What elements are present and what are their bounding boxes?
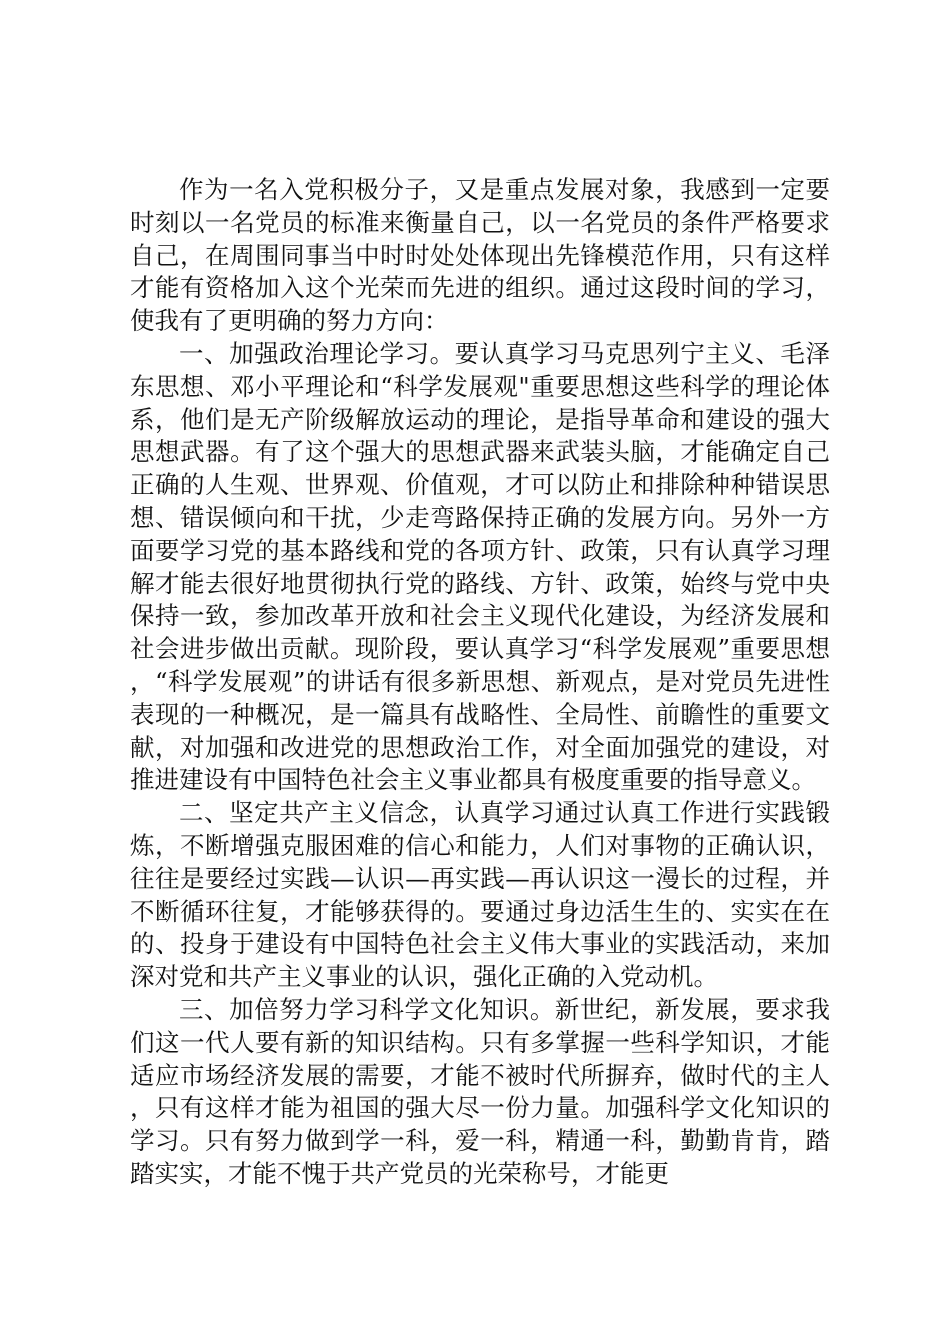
paragraph-science-culture: 三、加倍努力学习科学文化知识。新世纪，新发展，要求我们这一代人要有新的知识结构。只有多掌握一些科学知识，才能适应市场经济发展的需要，才能不被时代所摒弃，做时代的主人，只有这样才能为祖国的强大尽一份力量。加强科学文化知识的学习。只有努力做到学一科，爱一科，精通一科，勤勤肯肯，踏踏实实，才能不愧于共产党员的光荣称号，才能更 [130, 994, 830, 1188]
paragraph-political-theory: 一、加强政治理论学习。要认真学习马克思列宁主义、毛泽东思想、邓小平理论和“科学发展观"重要思想这些科学的理论体系，他们是无产阶级解放运动的理论，是指导革命和建设的强大思想武器。有了这个强大的思想武器来武装头脑，才能确定自己正确的人生观、世界观、价值观，才可以防止和排除种种错误思想、错误倾向和干扰，少走弯路保持正确的发展方向。另外一方面要学习党的基本路线和党的各项方针、政策，只有认真学习理解才能去很好地贯彻执行党的路线、方针、政策，始终与党中央保持一致，参加改革开放和社会主义现代化建设，为经济发展和社会进步做出贡献。现阶段，要认真学习“科学发展观”重要思想，“科学发展观”的讲话有很多新思想、新观点，是对党员先进性表现的一种概况，是一篇具有战略性、全局性、前瞻性的重要文献，对加强和改进党的思想政治工作，对全面加强党的建设，对推进建设有中国特色社会主义事业都具有极度重要的指导意义。 [130, 338, 830, 795]
paragraph-intro: 作为一名入党积极分子，又是重点发展对象，我感到一定要时刻以一名党员的标准来衡量自己，以一名党员的条件严格要求自己，在周围同事当中时时处处体现出先锋模范作用，只有这样才能有资格加入这个光荣而先进的组织。通过这段时间的学习，使我有了更明确的努力方向： [130, 175, 830, 336]
paragraph-communist-belief: 二、坚定共产主义信念，认真学习通过认真工作进行实践锻炼，不断增强克服困难的信心和能力，人们对事物的正确认识，往往是要经过实践—认识—再实践—再认识这一漫长的过程，并不断循环往复，才能够获得的。要通过身边活生生的、实实在在的、投身于建设有中国特色社会主义伟大事业的实践活动，来加深对党和共产主义事业的认识，强化正确的入党动机。 [130, 798, 830, 992]
document-body [130, 174, 830, 1191]
